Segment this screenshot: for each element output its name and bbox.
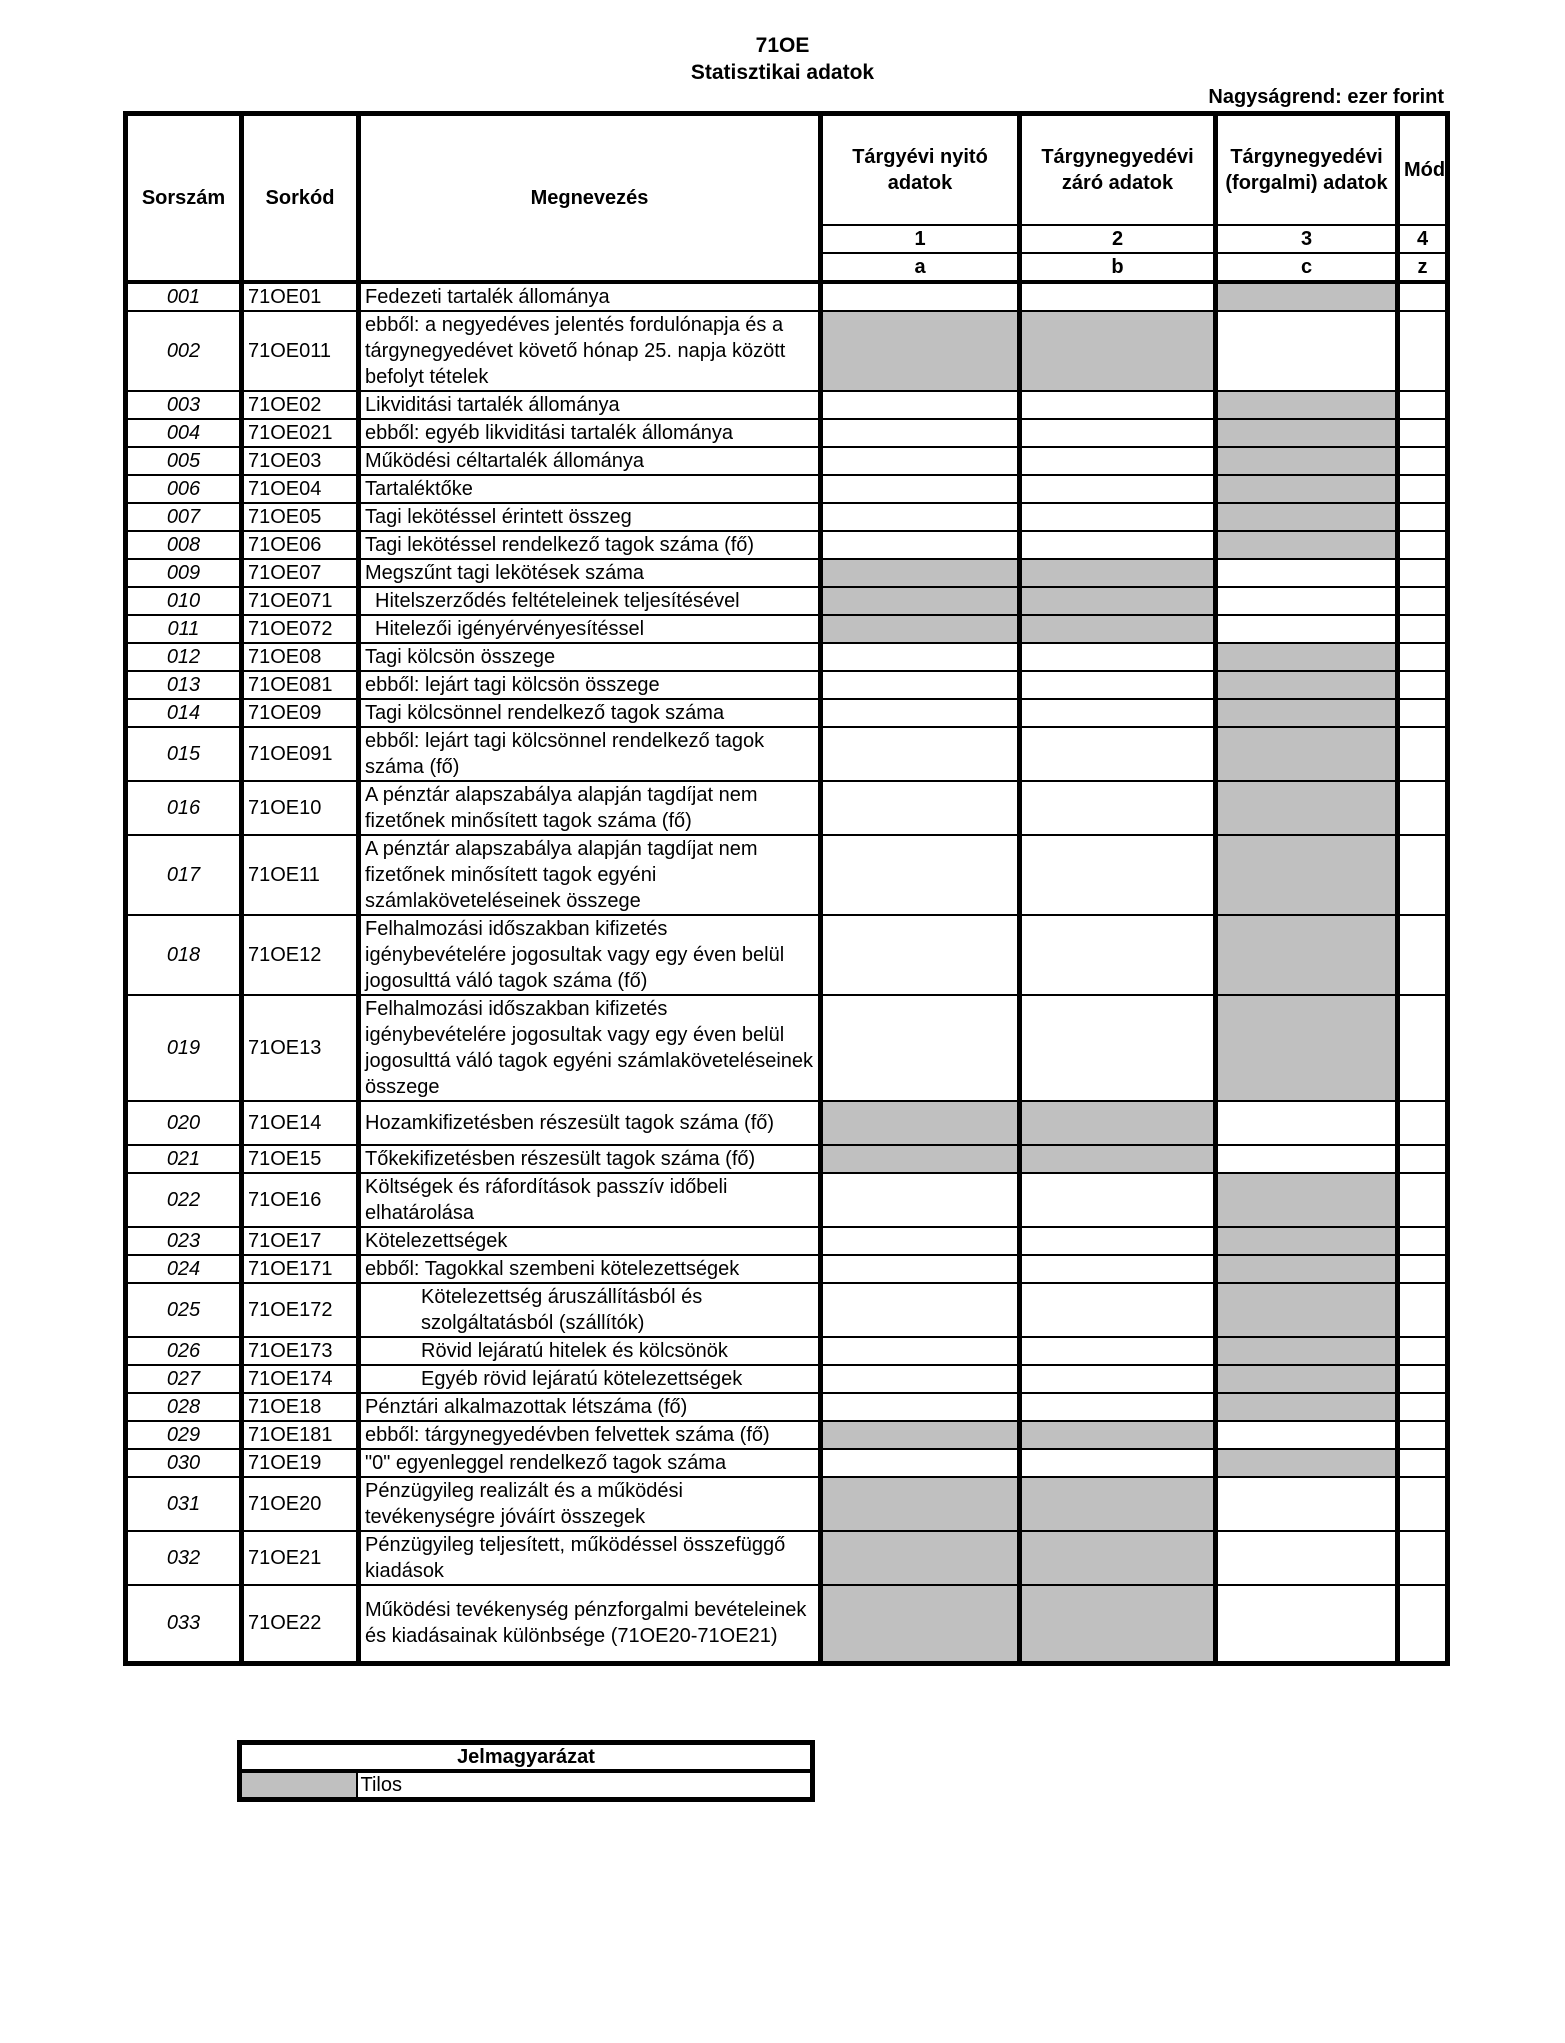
column-letter-4: z bbox=[1398, 253, 1448, 282]
forbidden-cell bbox=[1216, 995, 1398, 1101]
row-sorkod: 71OE21 bbox=[242, 1531, 359, 1585]
row-sorszam: 004 bbox=[126, 419, 242, 447]
table-row bbox=[126, 615, 1448, 643]
input-cell-col2[interactable] bbox=[1020, 1365, 1216, 1393]
forbidden-cell bbox=[1020, 1421, 1216, 1449]
header-col1: Tárgyévi nyitó adatok bbox=[821, 114, 1020, 225]
row-sorszam: 009 bbox=[126, 559, 242, 587]
row-sorszam: 024 bbox=[126, 1255, 242, 1283]
forbidden-cell bbox=[1216, 699, 1398, 727]
input-cell-col2[interactable] bbox=[1020, 643, 1216, 671]
row-megnevezes: Tőkekifizetésben részesült tagok száma (fő) bbox=[359, 1145, 821, 1173]
table-row bbox=[126, 1227, 1448, 1255]
forbidden-cell bbox=[821, 1101, 1020, 1145]
forbidden-cell bbox=[1216, 282, 1398, 311]
input-cell-col3[interactable] bbox=[1216, 615, 1398, 643]
row-sorszam: 032 bbox=[126, 1531, 242, 1585]
row-sorkod: 71OE081 bbox=[242, 671, 359, 699]
input-cell-col4[interactable] bbox=[1398, 475, 1448, 503]
row-sorkod: 71OE09 bbox=[242, 699, 359, 727]
input-cell-col1[interactable] bbox=[821, 1255, 1020, 1283]
input-cell-col1[interactable] bbox=[821, 643, 1020, 671]
header-col4: Mód bbox=[1398, 114, 1448, 225]
row-megnevezes: Tagi kölcsön összege bbox=[359, 643, 821, 671]
row-megnevezes: Tagi kölcsönnel rendelkező tagok száma bbox=[359, 699, 821, 727]
table-row bbox=[126, 282, 1448, 311]
table-row bbox=[126, 1365, 1448, 1393]
input-cell-col2[interactable] bbox=[1020, 835, 1216, 915]
table-row bbox=[126, 1531, 1448, 1585]
forbidden-cell bbox=[821, 1531, 1020, 1585]
row-sorkod: 71OE01 bbox=[242, 282, 359, 311]
table-row bbox=[126, 311, 1448, 391]
row-sorkod: 71OE10 bbox=[242, 781, 359, 835]
input-cell-col2[interactable] bbox=[1020, 391, 1216, 419]
statistics-table bbox=[123, 111, 1450, 1666]
row-sorszam: 016 bbox=[126, 781, 242, 835]
forbidden-cell bbox=[1216, 1283, 1398, 1337]
forbidden-cell bbox=[821, 559, 1020, 587]
header-sorszam: Sorszám bbox=[126, 114, 242, 282]
row-sorszam: 001 bbox=[126, 282, 242, 311]
table-row bbox=[126, 1101, 1448, 1145]
row-sorszam: 005 bbox=[126, 447, 242, 475]
input-cell-col2[interactable] bbox=[1020, 1449, 1216, 1477]
forbidden-cell bbox=[1020, 1101, 1216, 1145]
table-row bbox=[126, 503, 1448, 531]
input-cell-col1[interactable] bbox=[821, 1365, 1020, 1393]
forbidden-cell bbox=[1020, 615, 1216, 643]
row-sorszam: 027 bbox=[126, 1365, 242, 1393]
input-cell-col4[interactable] bbox=[1398, 699, 1448, 727]
legend-title: Jelmagyarázat bbox=[240, 1743, 813, 1772]
forbidden-cell bbox=[1216, 915, 1398, 995]
row-megnevezes: Tagi lekötéssel érintett összeg bbox=[359, 503, 821, 531]
forbidden-cell bbox=[1216, 727, 1398, 781]
input-cell-col4[interactable] bbox=[1398, 282, 1448, 311]
input-cell-col4[interactable] bbox=[1398, 391, 1448, 419]
input-cell-col4[interactable] bbox=[1398, 615, 1448, 643]
forbidden-cell bbox=[1216, 1173, 1398, 1227]
row-sorszam: 020 bbox=[126, 1101, 242, 1145]
row-sorkod: 71OE07 bbox=[242, 559, 359, 587]
input-cell-col4[interactable] bbox=[1398, 531, 1448, 559]
forbidden-cell bbox=[1216, 1393, 1398, 1421]
table-row bbox=[126, 1449, 1448, 1477]
row-sorkod: 71OE02 bbox=[242, 391, 359, 419]
input-cell-col2[interactable] bbox=[1020, 727, 1216, 781]
row-megnevezes: Hitelezői igényérvényesítéssel bbox=[359, 615, 821, 643]
row-megnevezes: Fedezeti tartalék állománya bbox=[359, 282, 821, 311]
table-row bbox=[126, 1585, 1448, 1664]
input-cell-col2[interactable] bbox=[1020, 282, 1216, 311]
input-cell-col2[interactable] bbox=[1020, 1337, 1216, 1365]
forbidden-cell bbox=[1216, 419, 1398, 447]
input-cell-col4[interactable] bbox=[1398, 503, 1448, 531]
row-sorkod: 71OE06 bbox=[242, 531, 359, 559]
header-megnevezes: Megnevezés bbox=[359, 114, 821, 282]
input-cell-col2[interactable] bbox=[1020, 419, 1216, 447]
table-row bbox=[126, 643, 1448, 671]
forbidden-cell bbox=[1216, 835, 1398, 915]
row-megnevezes: "0" egyenleggel rendelkező tagok száma bbox=[359, 1449, 821, 1477]
table-row bbox=[126, 671, 1448, 699]
table-row bbox=[126, 475, 1448, 503]
row-sorszam: 025 bbox=[126, 1283, 242, 1337]
row-megnevezes: Pénzügyileg teljesített, működéssel összefüggő kiadások bbox=[359, 1531, 821, 1585]
input-cell-col2[interactable] bbox=[1020, 671, 1216, 699]
row-sorkod: 71OE11 bbox=[242, 835, 359, 915]
input-cell-col4[interactable] bbox=[1398, 995, 1448, 1101]
input-cell-col1[interactable] bbox=[821, 475, 1020, 503]
input-cell-col1[interactable] bbox=[821, 1337, 1020, 1365]
row-sorkod: 71OE181 bbox=[242, 1421, 359, 1449]
row-sorkod: 71OE071 bbox=[242, 587, 359, 615]
input-cell-col1[interactable] bbox=[821, 995, 1020, 1101]
input-cell-col2[interactable] bbox=[1020, 531, 1216, 559]
table-row bbox=[126, 1255, 1448, 1283]
row-sorszam: 011 bbox=[126, 615, 242, 643]
forbidden-cell bbox=[1216, 1337, 1398, 1365]
input-cell-col4[interactable] bbox=[1398, 419, 1448, 447]
table-row bbox=[126, 391, 1448, 419]
forbidden-cell bbox=[1020, 1477, 1216, 1531]
row-megnevezes: ebből: lejárt tagi kölcsön összege bbox=[359, 671, 821, 699]
input-cell-col2[interactable] bbox=[1020, 781, 1216, 835]
forbidden-cell bbox=[1216, 391, 1398, 419]
input-cell-col1[interactable] bbox=[821, 1173, 1020, 1227]
row-megnevezes: Pénzügyileg realizált és a működési tevékenységre jóváírt összegek bbox=[359, 1477, 821, 1531]
forbidden-cell bbox=[1216, 1227, 1398, 1255]
row-megnevezes: ebből: a negyedéves jelentés fordulónapja és a tárgynegyedévet követő hónap 25. napja között befolyt tételek bbox=[359, 311, 821, 391]
row-sorkod: 71OE12 bbox=[242, 915, 359, 995]
forbidden-cell bbox=[1216, 1255, 1398, 1283]
input-cell-col3[interactable] bbox=[1216, 1585, 1398, 1664]
input-cell-col4[interactable] bbox=[1398, 671, 1448, 699]
forbidden-cell bbox=[1216, 1449, 1398, 1477]
row-sorkod: 71OE16 bbox=[242, 1173, 359, 1227]
input-cell-col4[interactable] bbox=[1398, 1255, 1448, 1283]
forbidden-cell bbox=[821, 615, 1020, 643]
row-sorkod: 71OE13 bbox=[242, 995, 359, 1101]
row-megnevezes: Működési tevékenység pénzforgalmi bevételeinek és kiadásainak különbsége (71OE20-71OE21) bbox=[359, 1585, 821, 1664]
input-cell-col1[interactable] bbox=[821, 503, 1020, 531]
input-cell-col4[interactable] bbox=[1398, 1101, 1448, 1145]
forbidden-cell bbox=[1020, 311, 1216, 391]
row-sorszam: 002 bbox=[126, 311, 242, 391]
row-sorkod: 71OE04 bbox=[242, 475, 359, 503]
header-sorkod: Sorkód bbox=[242, 114, 359, 282]
forbidden-cell bbox=[1020, 1145, 1216, 1173]
row-sorkod: 71OE072 bbox=[242, 615, 359, 643]
forbidden-cell bbox=[1216, 781, 1398, 835]
input-cell-col4[interactable] bbox=[1398, 1145, 1448, 1173]
forbidden-cell bbox=[821, 1477, 1020, 1531]
input-cell-col1[interactable] bbox=[821, 419, 1020, 447]
row-megnevezes: Működési céltartalék állománya bbox=[359, 447, 821, 475]
input-cell-col4[interactable] bbox=[1398, 781, 1448, 835]
row-sorkod: 71OE17 bbox=[242, 1227, 359, 1255]
row-megnevezes: ebből: Tagokkal szembeni kötelezettségek bbox=[359, 1255, 821, 1283]
input-cell-col1[interactable] bbox=[821, 282, 1020, 311]
table-body bbox=[126, 282, 1448, 1664]
input-cell-col2[interactable] bbox=[1020, 1227, 1216, 1255]
row-sorkod: 71OE08 bbox=[242, 643, 359, 671]
input-cell-col3[interactable] bbox=[1216, 1101, 1398, 1145]
input-cell-col2[interactable] bbox=[1020, 1255, 1216, 1283]
input-cell-col1[interactable] bbox=[821, 391, 1020, 419]
input-cell-col1[interactable] bbox=[821, 1449, 1020, 1477]
input-cell-col1[interactable] bbox=[821, 781, 1020, 835]
row-sorkod: 71OE20 bbox=[242, 1477, 359, 1531]
forbidden-cell bbox=[1020, 559, 1216, 587]
table-row bbox=[126, 587, 1448, 615]
row-megnevezes: A pénztár alapszabálya alapján tagdíjat nem fizetőnek minősített tagok egyéni számlaköveteléseinek összege bbox=[359, 835, 821, 915]
input-cell-col4[interactable] bbox=[1398, 1421, 1448, 1449]
input-cell-col4[interactable] bbox=[1398, 1227, 1448, 1255]
legend bbox=[237, 1740, 815, 1802]
input-cell-col2[interactable] bbox=[1020, 1393, 1216, 1421]
input-cell-col2[interactable] bbox=[1020, 1173, 1216, 1227]
header-col2: Tárgynegyedévi záró adatok bbox=[1020, 114, 1216, 225]
table-row bbox=[126, 995, 1448, 1101]
column-number-1: 1 bbox=[821, 225, 1020, 253]
input-cell-col3[interactable] bbox=[1216, 559, 1398, 587]
input-cell-col4[interactable] bbox=[1398, 1365, 1448, 1393]
input-cell-col1[interactable] bbox=[821, 1283, 1020, 1337]
table-row bbox=[126, 531, 1448, 559]
column-letter-1: a bbox=[821, 253, 1020, 282]
input-cell-col4[interactable] bbox=[1398, 835, 1448, 915]
forbidden-cell bbox=[821, 587, 1020, 615]
row-sorszam: 033 bbox=[126, 1585, 242, 1664]
row-sorkod: 71OE15 bbox=[242, 1145, 359, 1173]
row-megnevezes: ebből: egyéb likviditási tartalék állománya bbox=[359, 419, 821, 447]
forbidden-cell bbox=[821, 1145, 1020, 1173]
row-sorkod: 71OE091 bbox=[242, 727, 359, 781]
row-sorkod: 71OE172 bbox=[242, 1283, 359, 1337]
forbidden-cell bbox=[1216, 531, 1398, 559]
row-megnevezes: Hitelszerződés feltételeinek teljesítésével bbox=[359, 587, 821, 615]
input-cell-col3[interactable] bbox=[1216, 1421, 1398, 1449]
table-row bbox=[126, 727, 1448, 781]
input-cell-col4[interactable] bbox=[1398, 1477, 1448, 1531]
table-row bbox=[126, 447, 1448, 475]
row-sorszam: 021 bbox=[126, 1145, 242, 1173]
input-cell-col4[interactable] bbox=[1398, 727, 1448, 781]
input-cell-col1[interactable] bbox=[821, 671, 1020, 699]
input-cell-col4[interactable] bbox=[1398, 311, 1448, 391]
row-megnevezes: ebből: tárgynegyedévben felvettek száma (fő) bbox=[359, 1421, 821, 1449]
input-cell-col4[interactable] bbox=[1398, 915, 1448, 995]
input-cell-col4[interactable] bbox=[1398, 447, 1448, 475]
forbidden-cell bbox=[821, 1585, 1020, 1664]
input-cell-col1[interactable] bbox=[821, 835, 1020, 915]
forbidden-cell bbox=[1216, 643, 1398, 671]
input-cell-col2[interactable] bbox=[1020, 1283, 1216, 1337]
unit-label: Nagyságrend: ezer forint bbox=[1208, 86, 1444, 108]
row-megnevezes: Kötelezettség áruszállításból és szolgáltatásból (szállítók) bbox=[359, 1283, 821, 1337]
table-row bbox=[126, 1173, 1448, 1227]
forbidden-cell bbox=[821, 311, 1020, 391]
input-cell-col1[interactable] bbox=[821, 699, 1020, 727]
row-sorkod: 71OE011 bbox=[242, 311, 359, 391]
input-cell-col4[interactable] bbox=[1398, 1337, 1448, 1365]
row-megnevezes: Felhalmozási időszakban kifizetés igénybevételére jogosultak vagy egy éven belül jogosulttá váló tagok száma (fő) bbox=[359, 915, 821, 995]
header-col3: Tárgynegyedévi (forgalmi) adatok bbox=[1216, 114, 1398, 225]
forbidden-cell bbox=[1216, 475, 1398, 503]
row-sorszam: 028 bbox=[126, 1393, 242, 1421]
forbidden-cell bbox=[821, 1421, 1020, 1449]
row-sorszam: 013 bbox=[126, 671, 242, 699]
row-sorszam: 030 bbox=[126, 1449, 242, 1477]
table-row bbox=[126, 1145, 1448, 1173]
input-cell-col2[interactable] bbox=[1020, 995, 1216, 1101]
input-cell-col3[interactable] bbox=[1216, 1477, 1398, 1531]
input-cell-col2[interactable] bbox=[1020, 475, 1216, 503]
row-sorkod: 71OE171 bbox=[242, 1255, 359, 1283]
form-title: Statisztikai adatok bbox=[690, 61, 875, 84]
row-sorszam: 006 bbox=[126, 475, 242, 503]
input-cell-col1[interactable] bbox=[821, 727, 1020, 781]
input-cell-col4[interactable] bbox=[1398, 1531, 1448, 1585]
row-megnevezes: A pénztár alapszabálya alapján tagdíjat nem fizetőnek minősített tagok száma (fő) bbox=[359, 781, 821, 835]
row-sorszam: 010 bbox=[126, 587, 242, 615]
input-cell-col2[interactable] bbox=[1020, 503, 1216, 531]
input-cell-col1[interactable] bbox=[821, 531, 1020, 559]
input-cell-col4[interactable] bbox=[1398, 1393, 1448, 1421]
form-code: 71OE bbox=[755, 34, 810, 57]
input-cell-col1[interactable] bbox=[821, 1227, 1020, 1255]
column-number-4: 4 bbox=[1398, 225, 1448, 253]
row-sorszam: 031 bbox=[126, 1477, 242, 1531]
row-sorkod: 71OE021 bbox=[242, 419, 359, 447]
forbidden-cell bbox=[1020, 1531, 1216, 1585]
column-letter-3: c bbox=[1216, 253, 1398, 282]
row-sorszam: 007 bbox=[126, 503, 242, 531]
forbidden-cell bbox=[1216, 1365, 1398, 1393]
table-row bbox=[126, 835, 1448, 915]
input-cell-col4[interactable] bbox=[1398, 1283, 1448, 1337]
input-cell-col1[interactable] bbox=[821, 915, 1020, 995]
row-megnevezes: Tagi lekötéssel rendelkező tagok száma (fő) bbox=[359, 531, 821, 559]
table-row bbox=[126, 1283, 1448, 1337]
forbidden-cell bbox=[1216, 503, 1398, 531]
row-sorszam: 003 bbox=[126, 391, 242, 419]
column-number-2: 2 bbox=[1020, 225, 1216, 253]
row-sorkod: 71OE18 bbox=[242, 1393, 359, 1421]
row-megnevezes: Rövid lejáratú hitelek és kölcsönök bbox=[359, 1337, 821, 1365]
column-number-3: 3 bbox=[1216, 225, 1398, 253]
row-sorszam: 022 bbox=[126, 1173, 242, 1227]
row-sorkod: 71OE22 bbox=[242, 1585, 359, 1664]
row-megnevezes: Megszűnt tagi lekötések száma bbox=[359, 559, 821, 587]
input-cell-col1[interactable] bbox=[821, 1393, 1020, 1421]
table-row bbox=[126, 1337, 1448, 1365]
row-sorszam: 019 bbox=[126, 995, 242, 1101]
input-cell-col2[interactable] bbox=[1020, 915, 1216, 995]
row-megnevezes: ebből: lejárt tagi kölcsönnel rendelkező tagok száma (fő) bbox=[359, 727, 821, 781]
input-cell-col2[interactable] bbox=[1020, 699, 1216, 727]
input-cell-col4[interactable] bbox=[1398, 1173, 1448, 1227]
row-sorkod: 71OE19 bbox=[242, 1449, 359, 1477]
column-letter-2: b bbox=[1020, 253, 1216, 282]
row-megnevezes: Kötelezettségek bbox=[359, 1227, 821, 1255]
input-cell-col3[interactable] bbox=[1216, 587, 1398, 615]
row-sorszam: 018 bbox=[126, 915, 242, 995]
input-cell-col4[interactable] bbox=[1398, 1585, 1448, 1664]
forbidden-cell bbox=[1020, 1585, 1216, 1664]
row-sorszam: 014 bbox=[126, 699, 242, 727]
table-row bbox=[126, 915, 1448, 995]
row-sorkod: 71OE174 bbox=[242, 1365, 359, 1393]
forbidden-cell bbox=[1020, 587, 1216, 615]
table-row bbox=[126, 419, 1448, 447]
table-row bbox=[126, 699, 1448, 727]
table-row bbox=[126, 1421, 1448, 1449]
row-megnevezes: Tartaléktőke bbox=[359, 475, 821, 503]
row-megnevezes: Felhalmozási időszakban kifizetés igénybevételére jogosultak vagy egy éven belül jogosulttá váló tagok egyéni számlaköveteléseinek összege bbox=[359, 995, 821, 1101]
input-cell-col3[interactable] bbox=[1216, 1531, 1398, 1585]
table-row bbox=[126, 1477, 1448, 1531]
input-cell-col4[interactable] bbox=[1398, 559, 1448, 587]
input-cell-col2[interactable] bbox=[1020, 447, 1216, 475]
table-row bbox=[126, 1393, 1448, 1421]
row-sorszam: 015 bbox=[126, 727, 242, 781]
forbidden-cell bbox=[1216, 671, 1398, 699]
row-sorkod: 71OE173 bbox=[242, 1337, 359, 1365]
row-sorszam: 008 bbox=[126, 531, 242, 559]
row-sorszam: 017 bbox=[126, 835, 242, 915]
input-cell-col4[interactable] bbox=[1398, 587, 1448, 615]
forbidden-cell bbox=[1216, 447, 1398, 475]
input-cell-col4[interactable] bbox=[1398, 643, 1448, 671]
row-megnevezes: Pénztári alkalmazottak létszáma (fő) bbox=[359, 1393, 821, 1421]
row-sorszam: 023 bbox=[126, 1227, 242, 1255]
legend-swatch-tilos bbox=[240, 1771, 357, 1800]
table-row bbox=[126, 781, 1448, 835]
row-sorkod: 71OE05 bbox=[242, 503, 359, 531]
table-row bbox=[126, 559, 1448, 587]
row-megnevezes: Egyéb rövid lejáratú kötelezettségek bbox=[359, 1365, 821, 1393]
row-sorszam: 026 bbox=[126, 1337, 242, 1365]
row-megnevezes: Költségek és ráfordítások passzív időbeli elhatárolása bbox=[359, 1173, 821, 1227]
row-sorszam: 029 bbox=[126, 1421, 242, 1449]
input-cell-col1[interactable] bbox=[821, 447, 1020, 475]
page-title bbox=[0, 32, 1565, 86]
row-sorkod: 71OE14 bbox=[242, 1101, 359, 1145]
legend-label-tilos: Tilos bbox=[357, 1771, 813, 1800]
input-cell-col3[interactable] bbox=[1216, 1145, 1398, 1173]
input-cell-col3[interactable] bbox=[1216, 311, 1398, 391]
row-megnevezes: Likviditási tartalék állománya bbox=[359, 391, 821, 419]
row-megnevezes: Hozamkifizetésben részesült tagok száma (fő) bbox=[359, 1101, 821, 1145]
input-cell-col4[interactable] bbox=[1398, 1449, 1448, 1477]
row-sorszam: 012 bbox=[126, 643, 242, 671]
row-sorkod: 71OE03 bbox=[242, 447, 359, 475]
